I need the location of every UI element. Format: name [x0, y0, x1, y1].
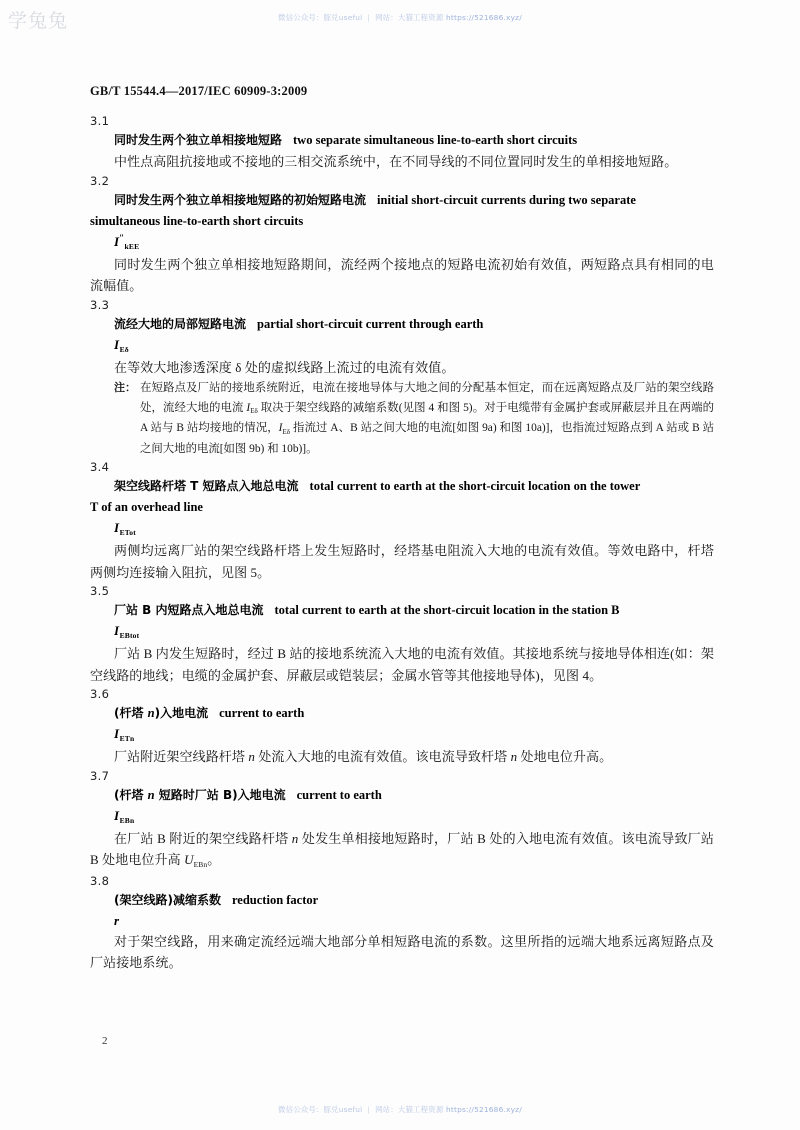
definition-3-7-u-base: U: [184, 852, 194, 867]
term-zh-3-5: 厂站 B 内短路点入地总电流: [114, 603, 264, 617]
definition-3-4: 两侧均远离厂站的架空线路杆塔上发生短路时，经塔基电阻流入大地的电流有效值。等效电路中，杆塔两侧均连接输入阻抗，见图 5。: [90, 543, 714, 580]
definition-3-7-part2: 处发生单相接地短路时，厂站 B 处的入地电流有效值。该电流导致厂站 B 处地电位升高: [90, 830, 714, 867]
term-en-3-2: initial short-circuit currents during two separate: [377, 192, 636, 207]
term-zh-3-7-var: n: [147, 787, 155, 802]
definition-3-7-var1: n: [291, 830, 299, 846]
term-zh-3-7-post: 短路时厂站 B)入地电流: [154, 787, 286, 802]
page-number: 2: [102, 1035, 108, 1047]
watermark-account: 豚兑useful: [323, 13, 363, 22]
clause-number-3-8: 3.8: [90, 873, 110, 888]
term-en-3-8: reduction factor: [231, 892, 319, 907]
body-content: [90, 113, 714, 974]
definition-3-1: 中性点高阻抗接地或不接地的三相交流系统中，在不同导线的不同位置同时发生的单相接地短路。: [114, 154, 678, 169]
symbol-sub-3-5: EBtot: [119, 631, 140, 640]
note-symbol-1-sub: Eδ: [250, 407, 258, 415]
definition-3-6-part2: 处流入大地的电流有效值。该电流导致杆塔: [254, 749, 511, 764]
definition-3-6-var2: n: [510, 749, 518, 764]
site-logo-watermark: 学兔兔: [8, 10, 69, 32]
definition-3-7: [90, 828, 714, 873]
symbol-base-3-2: I: [114, 233, 120, 249]
term-en-3-1: two separate simultaneous line-to-earth short circuits: [293, 133, 578, 147]
definition-3-7-part3: 。: [207, 852, 221, 867]
note-3-3: [114, 378, 714, 459]
watermark-site-name: 大猫工程资源: [397, 13, 444, 22]
watermark-account-bottom: 豚兑useful: [323, 1105, 363, 1114]
term-zh-3-3: 流经大地的局部短路电流: [114, 316, 247, 331]
definition-3-7-part1: 在厂站 B 附近的架空线路杆塔: [114, 830, 292, 846]
symbol-3-4: [114, 518, 714, 540]
symbol-3-5: [114, 621, 714, 643]
definition-3-6-part1: 厂站附近架空线路杆塔: [114, 749, 249, 764]
watermark-url: https://521686.xyz/: [445, 13, 522, 22]
term-heading-3-2-line2: [90, 211, 714, 232]
term-en-3-2-wrap: simultaneous line-to-earth short circuits: [90, 213, 304, 228]
note-symbol-2-base: I: [278, 422, 283, 434]
watermark-site-name-bottom: 大猫工程资源: [397, 1105, 444, 1114]
symbol-3-7: [114, 806, 714, 828]
definition-3-5: 厂站 B 内发生短路时，经过 B 站的接地系统流入大地的电流有效值。其接地系统与接地导体相连(如：架空线路的地线；电缆的金属护套、屏蔽层或铠装层；金属水管等其他接地导体)，见图 4。: [90, 646, 714, 683]
note-text-1: 在短路点及厂站的接地系统附近，电流在接地导体与大地之间的分配基本恒定，而在远离短路点及厂站的架空线路处，流经大地的电流: [140, 382, 714, 414]
symbol-3-3: [114, 335, 714, 357]
definition-3-2: 同时发生两个独立单相接地短路期间，流经两个接地点的短路电流初始有效值，两短路点具有相同的电流幅值。: [90, 256, 714, 293]
term-en-3-3: partial short-circuit current through earth: [257, 316, 484, 331]
symbol-base-3-8: r: [114, 912, 120, 928]
symbol-sub-3-3: Eδ: [119, 344, 129, 354]
term-zh-3-7-pre: (杆塔: [114, 787, 148, 802]
clause-number-3-7: 3.7: [90, 768, 110, 783]
term-en-3-7: current to earth: [296, 787, 382, 802]
term-zh-3-1: 同时发生两个独立单相接地短路: [114, 133, 283, 147]
term-heading-3-4-line2: [90, 497, 714, 518]
symbol-sub-3-2: kEE: [124, 241, 140, 251]
clause-number-3-1: 3.1: [90, 114, 110, 128]
term-heading-3-5: [114, 600, 714, 621]
symbol-base-3-6: I: [114, 726, 120, 741]
term-en-3-6: current to earth: [219, 706, 305, 720]
symbol-3-2: [114, 232, 714, 254]
term-zh-3-4: 架空线路杆塔 T 短路点入地总电流: [114, 479, 299, 493]
symbol-base-3-5: I: [114, 623, 120, 638]
bottom-watermark-bar: [0, 1104, 800, 1115]
symbol-3-6: [114, 724, 714, 746]
symbol-sub-3-4: ETot: [119, 528, 136, 537]
note-text-3: 指流过 A、B 站之间大地的电流[如图 9a) 和图 10a)]，也指流过短路点到 A 站或 B 站之间大地的电流[如图 9b) 和 10b)]。: [140, 422, 714, 455]
term-heading-3-6: [114, 703, 714, 724]
note-symbol-1-base: I: [246, 401, 251, 414]
note-label-3-3: 注：: [114, 381, 136, 394]
term-zh-3-8: (架空线路)减缩系数: [114, 892, 221, 907]
symbol-sub-3-6: ETn: [119, 734, 135, 743]
term-heading-3-3: [114, 314, 714, 335]
definition-3-7-u-sub: EBn: [193, 860, 208, 869]
watermark-separator-bottom: |: [367, 1105, 371, 1114]
watermark-prefix-bottom: 微信公众号：: [278, 1105, 324, 1114]
symbol-sup-3-2: ″: [119, 232, 125, 243]
symbol-sub-3-7: EBn: [119, 815, 135, 825]
term-zh-3-2: 同时发生两个独立单相接地短路的初始短路电流: [114, 192, 367, 207]
term-zh-3-6-post: )入地电流: [154, 706, 209, 720]
symbol-base-3-3: I: [114, 336, 120, 352]
term-en-3-4: total current to earth at the short-circuit location on the tower: [309, 479, 641, 493]
watermark-separator: |: [367, 13, 371, 22]
top-watermark-bar: [0, 12, 800, 23]
definition-3-3: 在等效大地渗透深度 δ 处的虚拟线路上流过的电流有效值。: [114, 359, 455, 375]
watermark-url-bottom: https://521686.xyz/: [445, 1105, 522, 1114]
clause-number-3-3: 3.3: [90, 297, 110, 312]
symbol-base-3-7: I: [114, 807, 120, 823]
term-heading-3-1: [114, 130, 714, 151]
clause-number-3-6: 3.6: [90, 687, 110, 701]
term-heading-3-2: [114, 190, 714, 211]
note-text-2: 取决于架空线路的减缩系数(见图 4 和图 5)。对于电缆带有金属护套或屏蔽层并且在两端的 A 站与 B 站均接地的情况，: [140, 401, 714, 434]
symbol-3-8: [114, 911, 714, 931]
term-heading-3-4: [114, 476, 714, 497]
watermark-site-label: 网站：: [375, 13, 398, 22]
term-zh-3-6-pre: (杆塔: [114, 706, 148, 720]
term-zh-3-6-var: n: [147, 706, 155, 720]
term-heading-3-8: [114, 890, 714, 911]
definition-3-6: [90, 746, 714, 768]
watermark-site-label-bottom: 网站：: [375, 1105, 398, 1114]
clause-number-3-4: 3.4: [90, 460, 110, 474]
term-heading-3-7: [114, 785, 714, 806]
watermark-prefix: 微信公众号：: [278, 13, 324, 22]
term-en-3-5: total current to earth at the short-circuit location in the station B: [274, 603, 620, 617]
note-symbol-2-sub: Eδ: [282, 427, 291, 436]
clause-number-3-5: 3.5: [90, 584, 110, 598]
clause-number-3-2: 3.2: [90, 173, 110, 188]
running-head: GB/T 15544.4—2017/IEC 60909-3:2009: [90, 84, 308, 98]
definition-3-8: 对于架空线路，用来确定流经远端大地部分单相短路电流的系数。这里所指的远端大地系远离短路点及厂站接地系统。: [90, 933, 714, 970]
symbol-base-3-4: I: [114, 520, 120, 535]
term-en-3-4-wrap: T of an overhead line: [90, 500, 203, 514]
definition-3-6-part3: 处地电位升高。: [517, 749, 613, 764]
definition-3-6-var1: n: [248, 749, 255, 764]
